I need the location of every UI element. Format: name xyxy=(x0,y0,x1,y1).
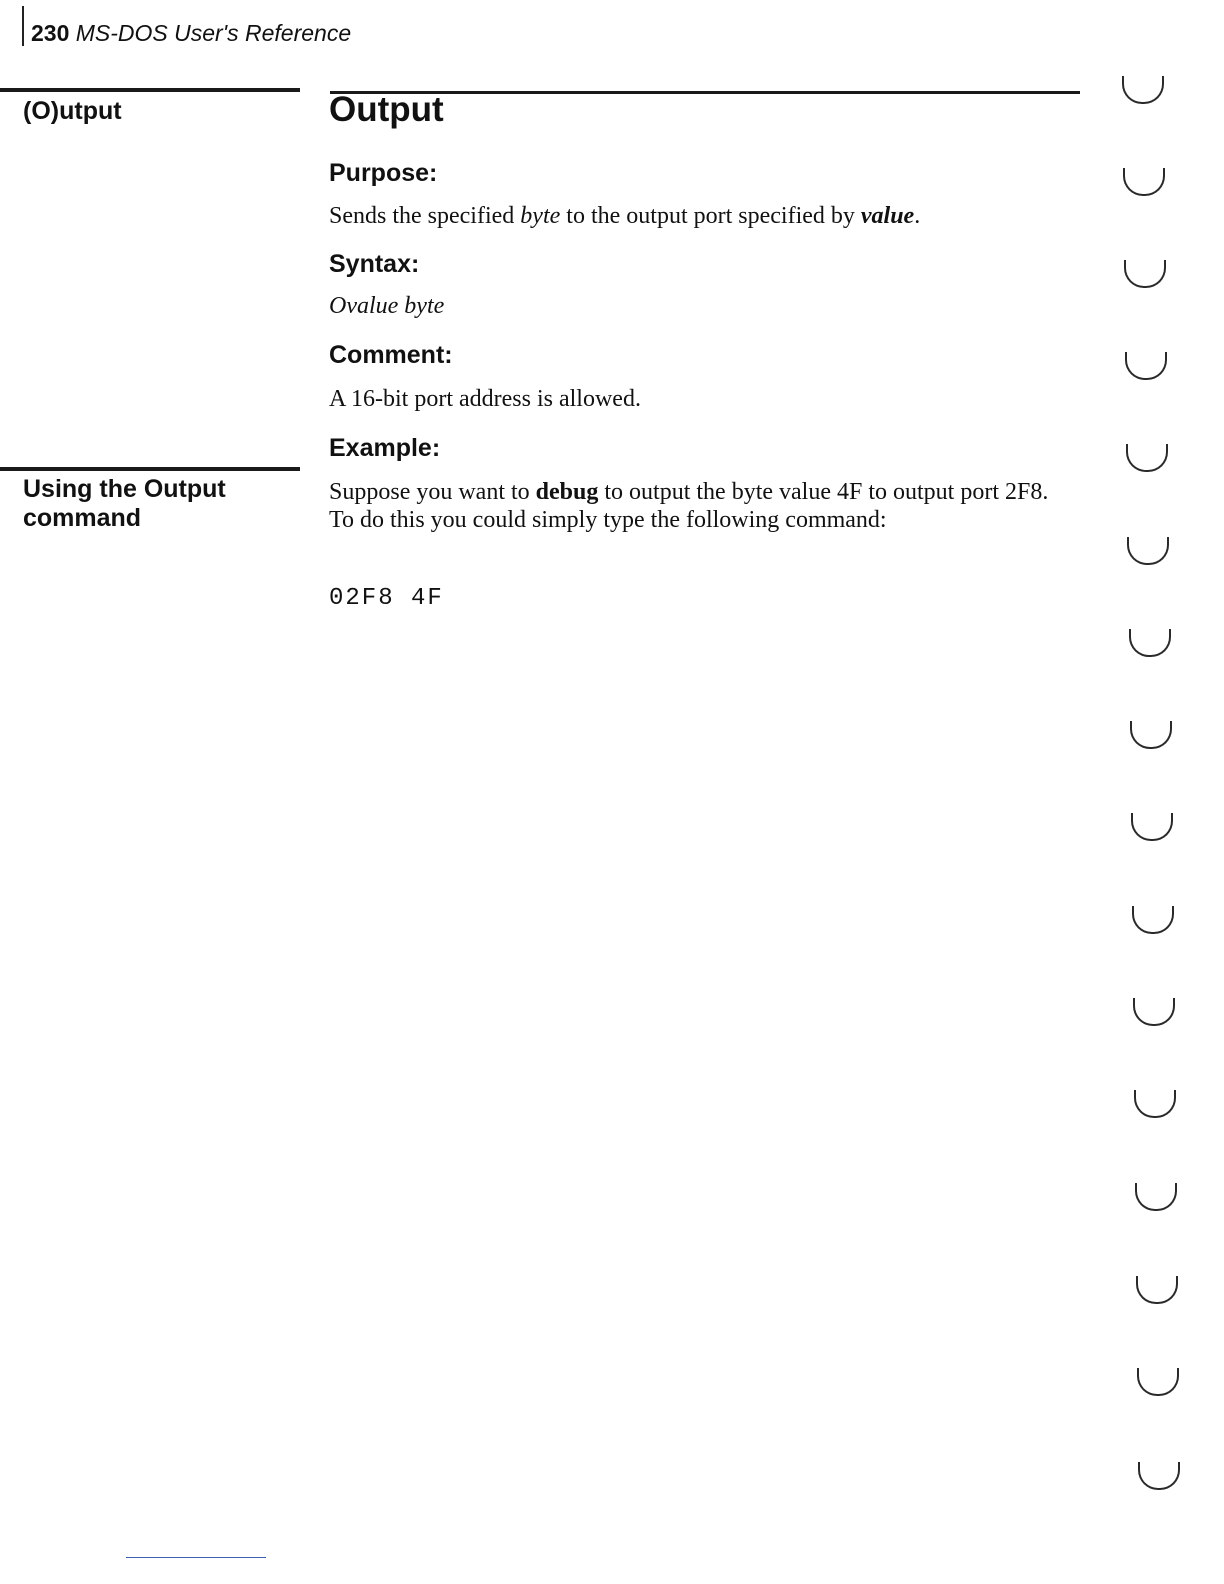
debug-keyword: debug xyxy=(535,479,599,505)
binder-hole xyxy=(1129,629,1171,657)
binder-hole xyxy=(1123,168,1165,196)
margin-rule-example xyxy=(0,467,300,471)
binder-hole xyxy=(1134,1090,1176,1118)
binder-hole xyxy=(1126,444,1168,472)
example-code: 02F8 4F xyxy=(329,585,444,612)
binder-hole xyxy=(1133,998,1175,1026)
binder-hole xyxy=(1138,1462,1180,1490)
binder-hole xyxy=(1132,906,1174,934)
footer-rule xyxy=(126,1557,266,1558)
binder-hole xyxy=(1131,813,1173,841)
margin-rule-top xyxy=(0,88,300,92)
binder-hole xyxy=(1137,1368,1179,1396)
margin-heading-output: (O)utput xyxy=(23,97,122,125)
header-rule xyxy=(22,6,24,46)
binder-hole xyxy=(1135,1183,1177,1211)
comment-text: A 16-bit port address is allowed. xyxy=(329,386,641,412)
example-text: Suppose you want to debug to output the byte value 4F to output port 2F8. To do this you could simply type the following command: xyxy=(329,479,1049,533)
running-header xyxy=(31,19,351,47)
binder-hole xyxy=(1124,260,1166,288)
page-title: Output xyxy=(329,90,444,129)
syntax-text: Ovalue byte xyxy=(329,293,445,319)
purpose-label: Purpose: xyxy=(329,159,438,187)
syntax-label: Syntax: xyxy=(329,250,420,278)
term-byte: byte xyxy=(520,203,561,229)
page-number: 230 xyxy=(31,20,70,46)
term-value: value xyxy=(860,203,915,229)
binder-hole xyxy=(1122,76,1164,104)
binder-hole xyxy=(1125,352,1167,380)
margin-heading-using-output: Using the Output command xyxy=(23,475,226,532)
running-title: MS-DOS User's Reference xyxy=(75,20,352,46)
comment-label: Comment: xyxy=(329,341,453,369)
purpose-text: Sends the specified byte to the output port specified by value. xyxy=(329,203,921,229)
binder-hole xyxy=(1130,721,1172,749)
binder-hole xyxy=(1136,1276,1178,1304)
example-label: Example: xyxy=(329,434,441,462)
binder-hole xyxy=(1127,537,1169,565)
